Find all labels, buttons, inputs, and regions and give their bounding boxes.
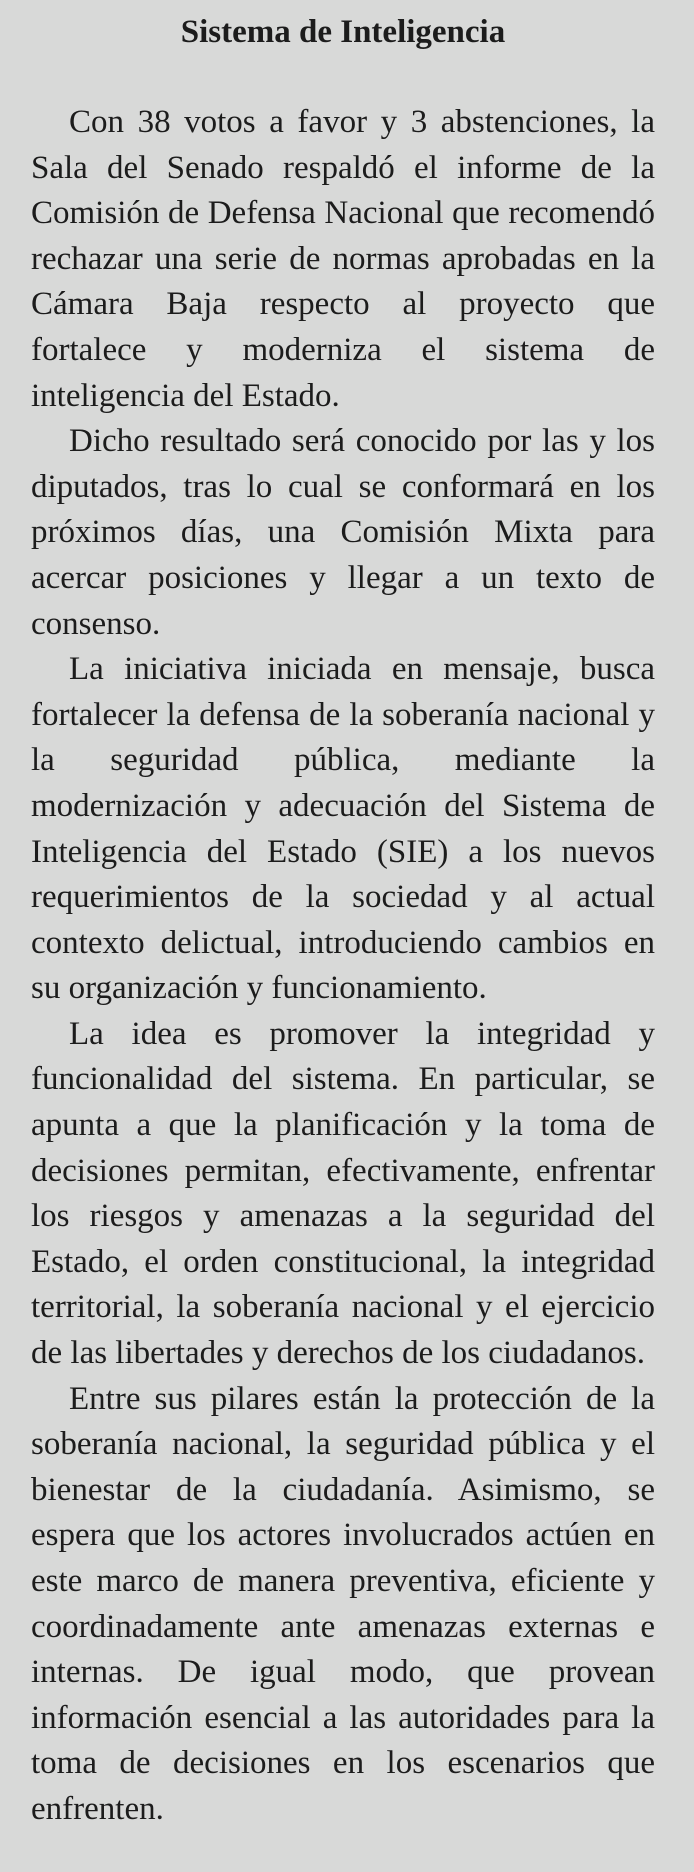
article-title: Sistema de Inteligencia xyxy=(180,14,506,50)
article-paragraph-4: La idea es promover la integridad y funcionalidad del sistema. En particular, se apunta a que la planificación y la toma de decisiones permitan, efectivamente, enfrentar los riesgos y amenazas a la seguridad del Estado, el orden constitucional, la integridad territorial, la soberanía nacional y el ejercicio de las libertades y derechos de los ciudadanos. xyxy=(31,1015,655,1372)
article-paragraph-1: Con 38 votos a favor y 3 abstenciones, la Sala del Senado respaldó el informe de la Comisión de Defensa Nacional que recomendó rechazar una serie de normas aprobadas en la Cámara Baja respecto al proyecto que fortalece y moderniza el sistema de inteligencia del Estado. xyxy=(31,104,655,414)
article-paragraph-3: La iniciativa iniciada en mensaje, busca fortalecer la defensa de la soberanía nacional y la seguridad pública, mediante la modernización y adecuación del Sistema de Inteligencia del Estado (SIE) a los nuevos requerimientos de la sociedad y al actual contexto delictual, introduciendo cambios en su organización y funcionamiento. xyxy=(31,651,655,1007)
article-paragraph-2: Dicho resultado será conocido por las y los diputados, tras lo cual se conformará en los próximos días, una Comisión Mixta para acercar posiciones y llegar a un texto de consenso. xyxy=(31,423,655,642)
article-paragraph-5: Entre sus pilares están la protección de la soberanía nacional, la seguridad pública y el bienestar de la ciudadanía. Asimismo, se espera que los actores involucrados actúen en este marco de manera preventiva, eficiente y coordinadamente ante amenazas externas e internas. De igual modo, que provean información esencial a las autoridades para la toma de decisiones en los escenarios que enfrenten. xyxy=(31,1380,655,1827)
